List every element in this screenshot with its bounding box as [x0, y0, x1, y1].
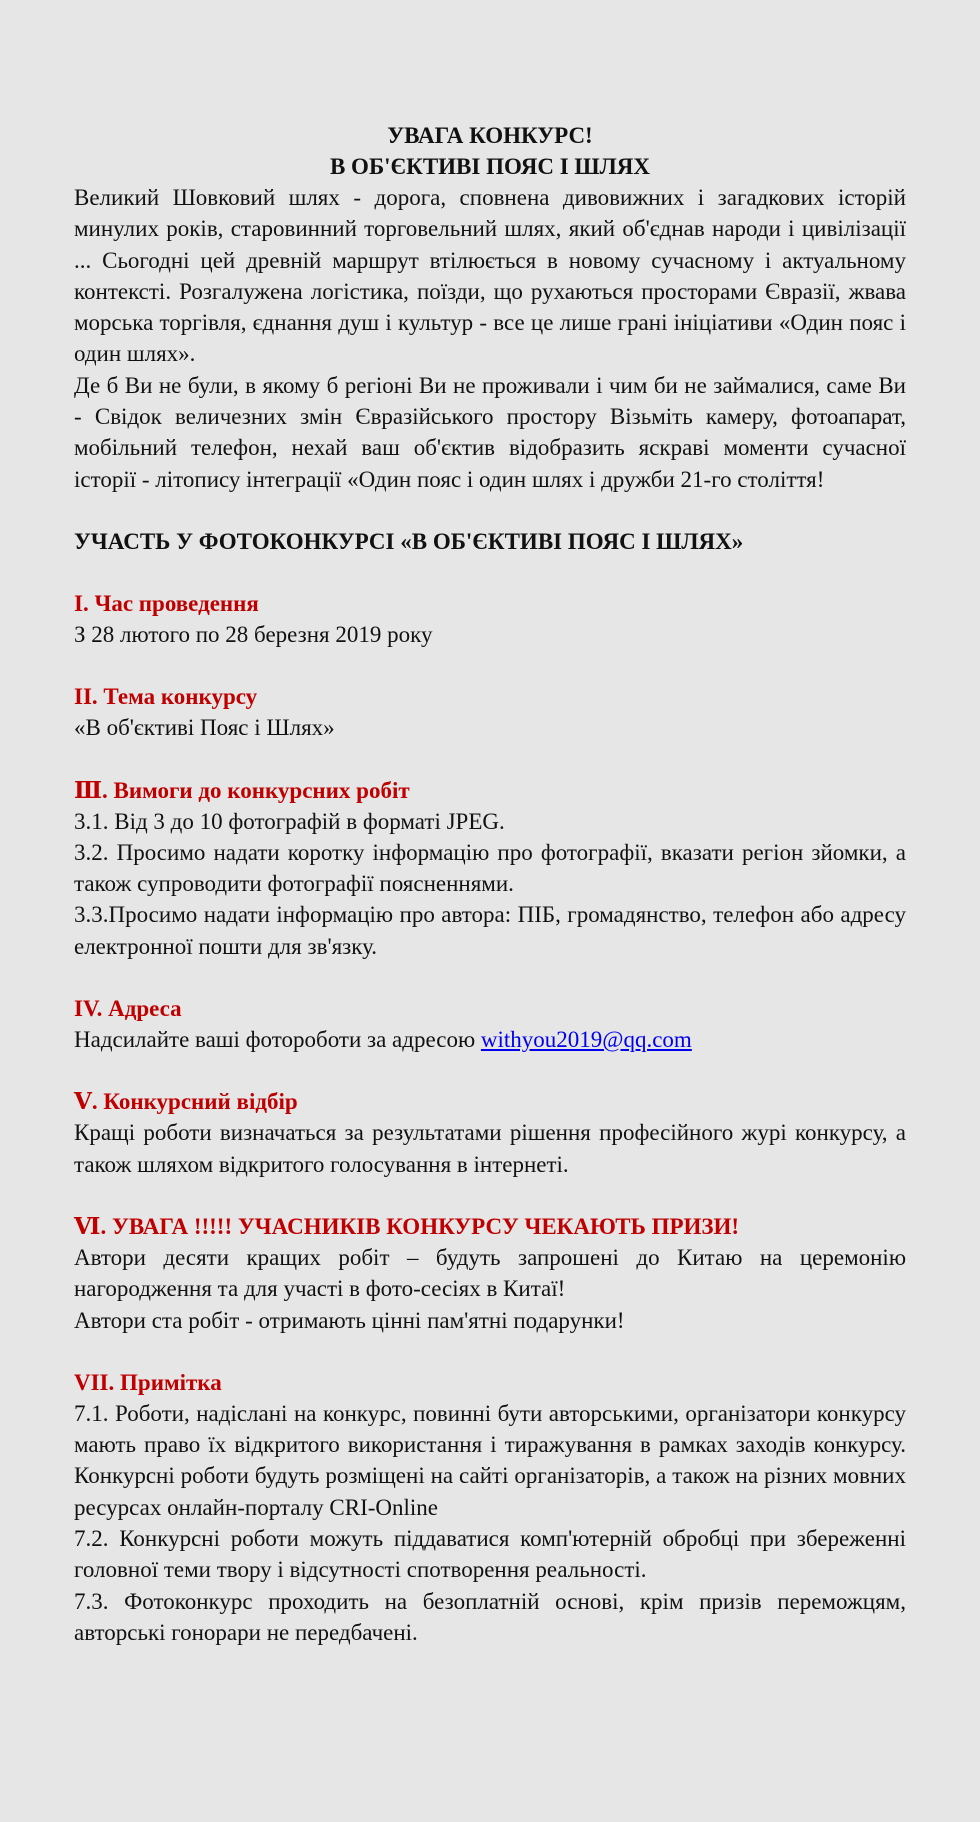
section-prizes-heading: Ⅵ. УВАГА !!!!! УЧАСНИКІВ КОНКУРСУ ЧЕКАЮТЬ ПРИЗИ! — [74, 1213, 740, 1239]
section-selection-heading: Ⅴ. Конкурсний відбір — [74, 1089, 298, 1115]
spacer — [74, 1180, 906, 1211]
page-title-line2: В ОБ'ЄКТИВІ ПОЯС І ШЛЯХ — [329, 154, 651, 179]
note-item-2: 7.2. Конкурсні роботи можуть піддаватися комп'ютерній обробці при збереженні головної теми твору і відсутності спотворення реальності. — [74, 1526, 906, 1583]
section-prizes-text-1: Автори десяти кращих робіт – будуть запрошені до Китаю на церемонію нагородження та для участі в фото-сесіях в Китаї! — [74, 1244, 906, 1302]
spacer — [74, 744, 906, 775]
page-title-line1: УВАГА КОНКУРС! — [387, 123, 593, 148]
address-label: Надсилайте ваші фотороботи за адресою — [74, 1027, 481, 1053]
note-item-3: 7.3. Фотоконкурс проходить на безоплатній основі, крім призів переможцям, авторські гонорари не передбачені. — [74, 1588, 906, 1645]
section-time-heading: I. Час проведення — [74, 590, 259, 616]
spacer — [74, 1055, 906, 1086]
spacer — [74, 1336, 906, 1367]
section-time-text: З 28 лютого по 28 березня 2019 року — [74, 621, 433, 647]
requirement-item-1: 3.1. Від 3 до 10 фотографій в форматі JPEG. — [74, 808, 505, 834]
section-address-text — [74, 1024, 906, 1055]
section-theme-heading: II. Тема конкурсу — [74, 684, 258, 710]
section-address-heading: IV. Адреса — [74, 996, 182, 1022]
section-selection-text: Кращі роботи визначаться за результатами рішення професійного журі конкурсу, а також шляхом відкритого голосування в інтернеті. — [74, 1120, 906, 1177]
spacer — [74, 495, 906, 526]
section-requirements-heading: Ⅲ. Вимоги до конкурсних робіт — [74, 777, 410, 803]
email-link[interactable]: withyou2019@qq.com — [480, 1027, 692, 1053]
spacer — [74, 962, 906, 993]
section-note-heading: VII. Примітка — [74, 1369, 222, 1395]
spacer — [74, 557, 906, 588]
intro-paragraph-1: Великий Шовковий шлях - дорога, сповнена дивовижних і загадкових історій минулих років, старовинний торговельний шлях, який об'єднав народи і цивілізації ... Сьогодні цей древній маршрут втілюється в новому сучасному і актуальному контексті. Розгалужена логістика, поїзди, що рухаються просторами Євразії, жвава морська торгівля, єднання душ і культур - все це лише грані ініціативи «Один пояс і один шлях». — [74, 185, 906, 367]
section-theme-text: «В об'єктиві Пояс і Шлях» — [74, 715, 335, 741]
note-item-1: 7.1. Роботи, надіслані на конкурс, повинні бути авторськими, організатори конкурсу мають право їх відкритого використання і тиражування в рамках заходів конкурсу. Конкурсні роботи будуть розміщені на сайті організаторів, а також на різних мовних ресурсах онлайн-порталу CRI-Online — [74, 1400, 906, 1520]
requirement-item-2: 3.2. Просимо надати коротку інформацію про фотографії, вказати регіон зйомки, а також супроводити фотографії поясненнями. — [74, 839, 906, 897]
requirement-item-3: 3.3.Просимо надати інформацію про автора: ПІБ, громадянство, телефон або адресу електронної пошти для зв'язку. — [74, 902, 906, 959]
participation-heading: УЧАСТЬ У ФОТОКОНКУРСІ «В ОБ'ЄКТИВІ ПОЯС І ШЛЯХ» — [74, 528, 744, 554]
spacer — [74, 650, 906, 681]
intro-paragraph-2: Де б Ви не були, в якому б регіоні Ви не проживали і чим би не займалися, саме Ви - Свідок величезних змін Євразійського простору Візьміть камеру, фотоапарат, мобільний телефон, нехай ваш об'єктив відобразить яскраві моменти сучасної історії - літопису інтеграції «Один пояс і один шлях і дружби 21-го століття! — [74, 372, 906, 492]
section-prizes-text-2: Автори ста робіт - отримають цінні пам'ятні подарунки! — [74, 1307, 625, 1333]
